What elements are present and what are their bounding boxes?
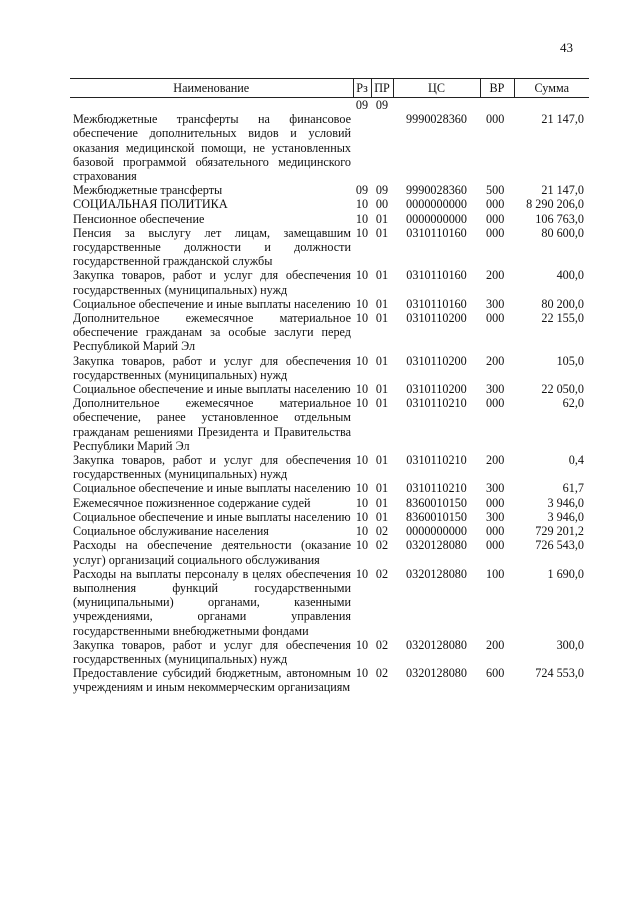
table-row <box>70 297 589 311</box>
table-row <box>70 453 589 481</box>
header-rz: Рз <box>353 79 371 98</box>
cell-cs: 0310110160 <box>406 296 467 311</box>
cell-sum: 400,0 <box>556 268 584 283</box>
cell-vr: 000 <box>486 311 505 326</box>
cell-name: Закупка товаров, работ и услуг для обеспечения государственных (муниципальных) нужд <box>73 353 351 382</box>
cell-rz: 10 <box>355 566 369 581</box>
header-cs: ЦС <box>393 79 480 98</box>
header-vr: ВР <box>480 79 514 98</box>
page-number: 43 <box>560 40 573 55</box>
cell-cs: 8360010150 <box>406 509 467 524</box>
cell-rz: 10 <box>355 509 369 524</box>
cell-rz: 10 <box>355 353 369 368</box>
cell-pr: 01 <box>375 296 389 311</box>
cell-sum: 1 690,0 <box>547 566 584 581</box>
cell-cs: 0310110210 <box>406 481 467 496</box>
cell-name: Расходы на обеспечение деятельности (оказание услуг) организаций социального обслуживания <box>73 538 351 567</box>
table-row <box>70 496 589 510</box>
cell-sum: 61,7 <box>562 481 584 496</box>
cell-name: Пенсия за выслугу лет лицам, замещавшим государственные должности и должности государственной гражданской службы <box>73 225 351 269</box>
cell-rz: 10 <box>355 311 369 326</box>
cell-vr: 600 <box>486 666 505 681</box>
cell-cs: 9990028360 <box>406 112 467 127</box>
cell-name: Межбюджетные трансферты <box>73 183 223 198</box>
cell-cs: 0320128080 <box>406 666 467 681</box>
cell-name: Закупка товаров, работ и услуг для обеспечения государственных (муниципальных) нужд <box>73 453 351 482</box>
cell-vr: 000 <box>486 495 505 510</box>
cell-vr: 300 <box>486 509 505 524</box>
table-row <box>70 666 589 694</box>
cell-rz: 10 <box>355 666 369 681</box>
cell-vr: 100 <box>486 566 505 581</box>
cell-sum: 22 155,0 <box>541 311 584 326</box>
cell-cs: 0320128080 <box>406 566 467 581</box>
cell-name: Предоставление субсидий бюджетным, автономным учреждениям и иным некоммерческим организациям <box>73 666 351 695</box>
cell-pr: 01 <box>375 211 389 226</box>
cell-vr: 300 <box>486 481 505 496</box>
cell-vr: 000 <box>486 197 505 212</box>
cell-sum: 22 050,0 <box>541 382 584 397</box>
table-row <box>70 212 589 226</box>
cell-sum: 105,0 <box>556 353 584 368</box>
cell-pr: 09 <box>375 98 389 113</box>
cell-name: Социальное обеспечение и иные выплаты населению <box>73 296 351 311</box>
table-row <box>70 638 589 666</box>
cell-name: Дополнительное ежемесячное материальное обеспечение, ранее установленное отдельным гражданам решениями Президента и Правительства Республики Марий Эл <box>73 396 351 453</box>
cell-pr: 00 <box>375 197 389 212</box>
cell-cs: 0000000000 <box>406 211 467 226</box>
cell-name: Социальное обслуживание населения <box>73 524 269 539</box>
table-row <box>70 396 589 453</box>
cell-sum: 8 290 206,0 <box>526 197 584 212</box>
cell-vr: 000 <box>486 396 505 411</box>
cell-pr: 01 <box>375 353 389 368</box>
cell-pr: 01 <box>375 509 389 524</box>
cell-vr: 200 <box>486 637 505 652</box>
table-row <box>70 268 589 296</box>
cell-sum: 729 201,2 <box>535 524 584 539</box>
cell-name: Социальное обеспечение и иные выплаты населению <box>73 481 351 496</box>
cell-sum: 21 147,0 <box>541 112 584 127</box>
cell-name: СОЦИАЛЬНАЯ ПОЛИТИКА <box>73 197 228 212</box>
cell-sum: 106 763,0 <box>535 211 584 226</box>
cell-sum: 80 600,0 <box>541 225 584 240</box>
cell-cs: 0000000000 <box>406 524 467 539</box>
cell-rz: 10 <box>355 538 369 553</box>
cell-name: Закупка товаров, работ и услуг для обеспечения государственных (муниципальных) нужд <box>73 268 351 297</box>
cell-vr: 200 <box>486 268 505 283</box>
cell-cs: 0310110160 <box>406 225 467 240</box>
cell-sum: 300,0 <box>556 637 584 652</box>
cell-pr: 01 <box>375 481 389 496</box>
cell-pr: 01 <box>375 396 389 411</box>
cell-vr: 300 <box>486 382 505 397</box>
cell-cs: 8360010150 <box>406 495 467 510</box>
table-row <box>70 382 589 396</box>
cell-pr: 02 <box>375 538 389 553</box>
cell-rz: 09 <box>355 98 369 113</box>
table-row <box>70 226 589 269</box>
cell-cs: 9990028360 <box>406 183 467 198</box>
cell-sum: 62,0 <box>562 396 584 411</box>
table-body <box>70 98 589 695</box>
cell-cs: 0320128080 <box>406 637 467 652</box>
cell-name: Социальное обеспечение и иные выплаты населению <box>73 382 351 397</box>
cell-rz: 10 <box>355 268 369 283</box>
cell-cs: 0310110200 <box>406 382 467 397</box>
cell-sum: 0,4 <box>568 453 584 468</box>
cell-pr: 01 <box>375 495 389 510</box>
cell-rz: 10 <box>355 197 369 212</box>
cell-vr: 000 <box>486 538 505 553</box>
cell-sum: 3 946,0 <box>547 509 584 524</box>
cell-vr: 300 <box>486 296 505 311</box>
cell-pr: 02 <box>375 666 389 681</box>
cell-pr: 01 <box>375 225 389 240</box>
cell-rz: 10 <box>355 524 369 539</box>
cell-vr: 000 <box>486 112 505 127</box>
cell-name: Закупка товаров, работ и услуг для обеспечения государственных (муниципальных) нужд <box>73 637 351 666</box>
table-header-row <box>70 79 589 98</box>
cell-vr: 200 <box>486 353 505 368</box>
table-row <box>70 538 589 566</box>
cell-name: Дополнительное ежемесячное материальное обеспечение гражданам за особые заслуги перед Республикой Марий Эл <box>73 311 351 354</box>
cell-pr: 01 <box>375 268 389 283</box>
cell-vr: 000 <box>486 524 505 539</box>
cell-rz: 10 <box>355 453 369 468</box>
cell-cs: 0310110200 <box>406 311 467 326</box>
cell-sum: 726 543,0 <box>535 538 584 553</box>
cell-cs: 0310110210 <box>406 396 467 411</box>
cell-name: Пенсионное обеспечение <box>73 211 205 226</box>
header-sum: Сумма <box>514 79 589 98</box>
cell-cs: 0310110160 <box>406 268 467 283</box>
cell-pr: 02 <box>375 524 389 539</box>
cell-sum: 724 553,0 <box>535 666 584 681</box>
cell-cs: 0310110210 <box>406 453 467 468</box>
cell-rz: 10 <box>355 637 369 652</box>
header-pr: ПР <box>371 79 393 98</box>
table-row <box>70 481 589 495</box>
cell-vr: 000 <box>486 211 505 226</box>
table-row <box>70 98 589 184</box>
table-row <box>70 354 589 382</box>
table-row <box>70 510 589 524</box>
table-row <box>70 311 589 354</box>
cell-pr: 01 <box>375 382 389 397</box>
cell-cs: 0310110200 <box>406 353 467 368</box>
cell-vr: 500 <box>486 183 505 198</box>
table-row <box>70 197 589 211</box>
cell-rz: 10 <box>355 495 369 510</box>
cell-sum: 80 200,0 <box>541 296 584 311</box>
cell-name: Расходы на выплаты персоналу в целях обеспечения выполнения функций государственными (муниципальными) органами, казенными учреждениями, органами управления государственными внебюджетными фондами <box>73 566 351 638</box>
table-row <box>70 183 589 197</box>
cell-rz: 10 <box>355 296 369 311</box>
cell-vr: 200 <box>486 453 505 468</box>
cell-cs: 0000000000 <box>406 197 467 212</box>
cell-name: Ежемесячное пожизненное содержание судей <box>73 495 311 510</box>
cell-sum: 3 946,0 <box>547 495 584 510</box>
cell-name: Социальное обеспечение и иные выплаты населению <box>73 509 351 524</box>
cell-pr: 01 <box>375 311 389 326</box>
cell-rz: 10 <box>355 382 369 397</box>
header-name: Наименование <box>70 79 353 98</box>
cell-rz: 09 <box>355 183 369 198</box>
cell-pr: 02 <box>375 637 389 652</box>
cell-pr: 01 <box>375 453 389 468</box>
cell-rz: 10 <box>355 396 369 411</box>
cell-rz: 10 <box>355 481 369 496</box>
cell-sum: 21 147,0 <box>541 183 584 198</box>
cell-rz: 10 <box>355 225 369 240</box>
budget-table <box>70 78 589 695</box>
cell-pr: 02 <box>375 566 389 581</box>
table-row <box>70 524 589 538</box>
table-row <box>70 567 589 638</box>
cell-vr: 000 <box>486 225 505 240</box>
cell-rz: 10 <box>355 211 369 226</box>
cell-pr: 09 <box>375 183 389 198</box>
cell-cs: 0320128080 <box>406 538 467 553</box>
cell-name: Межбюджетные трансферты на финансовое обеспечение дополнительных видов и условий оказания медицинской помощи, не установленных базовой программой обязательного медицинского страхования <box>73 112 351 184</box>
